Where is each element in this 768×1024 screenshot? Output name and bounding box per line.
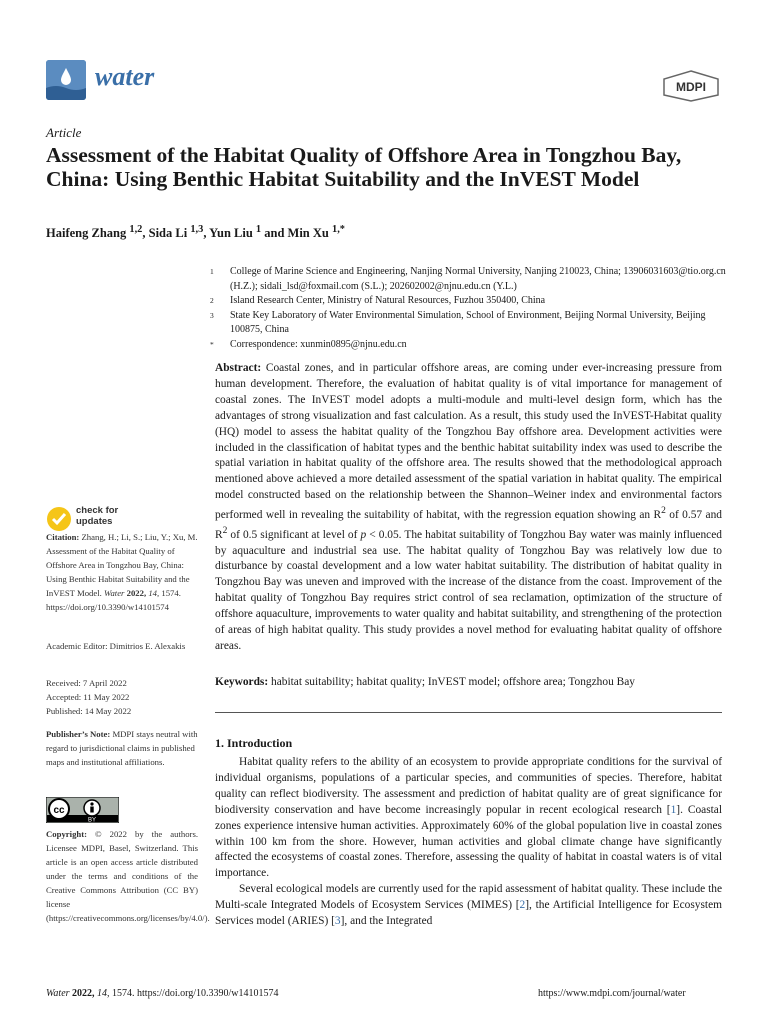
- journal-name: water: [95, 62, 155, 91]
- footer-url[interactable]: https://www.mdpi.com/journal/water: [538, 988, 686, 999]
- section-heading: 1. Introduction: [215, 736, 293, 750]
- cc-by-license-icon[interactable]: [46, 797, 119, 823]
- affiliation-item: 1 College of Marine Science and Engineering, Nanjing Normal University, Nanjing 210023, China; 13906031603@tio.org.cn (H.Z.); sidali_lsd@foxmail.com (S.L.); 202602002@njnu.edu.cn (Y.L.): [210, 266, 726, 292]
- author-list: Haifeng Zhang $^{1,2}$, Sida Li $^{1,3}$, Yun Liu $^1$ and Min Xu $^{1,*}$: [46, 224, 345, 241]
- reference-link[interactable]: 2: [519, 899, 526, 912]
- paragraph: Several ecological models are currently used for the rapid assessment of habitat quality. These include the Multi-scale Integrated Models of Ecosystem Services (MIMES) [2], the Artificial Intelligence for Ecosystem Services model (ARIES) [3], and the Integrated: [215, 883, 722, 928]
- reference-link[interactable]: 3: [334, 915, 341, 928]
- introduction-body: [215, 755, 722, 930]
- affiliation-item: * Correspondence: xunmin0895@njnu.edu.cn: [210, 338, 407, 350]
- citation-block: Citation: Zhang, H.; Li, S.; Liu, Y.; Xu, M. Assessment of the Habitat Quality of Offshore Area in Tongzhou Bay, China: Using Benthic Habitat Suitability and the InVEST Model. Water 2022, 14, 1574. https://doi.org/10.3390/w14101574: [46, 532, 198, 612]
- check-icon: [46, 506, 72, 532]
- paragraph: Habitat quality refers to the ability of an ecosystem to provide appropriate conditions for the survival of individual organisms, populations of a particular species, and communities of species. Therefore, habitat quality can reflect biodiversity. The assessment and prediction of habitat quality are of great significance for biodiversity conservation and have become increasingly popular in recent ecological research [1]. Coastal zones experience intensive human activities. Approximately 60% of the global population live in coastal zones within 100 km from the shore. However, human activities and global climate change have significantly affected the ecosystems of coastal zones. Therefore, assessing the quality of habitat in coastal waters is of vital importance.: [215, 756, 723, 880]
- publisher-note: Publisher’s Note: MDPI stays neutral with regard to jurisdictional claims in published maps and institutional affiliations.: [46, 729, 198, 767]
- publisher-name: MDPI: [676, 80, 706, 94]
- abstract-label: Abstract:: [215, 362, 262, 374]
- copyright: Copyright: © 2022 by the authors. Licensee MDPI, Basel, Switzerland. This article is an open access article distributed under the terms and conditions of the Creative Commons Attribution (CC BY) license (https://creativecommons.org/licenses/by/4.0/).: [46, 829, 210, 923]
- abstract: Abstract: Coastal zones, and in particular offshore areas, are coming under ever-increasing pressure from human development. Therefore, the evaluation of habitat quality is of vital importance for management of coastal zones. The InVEST model adopts a multi-module and multi-level design form, which has the advantages of strong visualization and fast calculation. As a result, this study used the InVEST-Habitat quality (HQ) model to assess the habitat quality of the Tongzhou Bay offshore area. Development activities were included in the classification of habitat types and the benthic habitat suitability index was used to describe the spatial variation in habitat quality of the offshore area. The results showed that the methodological approach mentioned above achieved a more detailed assessment of the spatial variation in habitat quality. The empirical model constructed based on the relationship between the Shannon–Weiner index and environmental factors performed well in revealing the suitability of habitat, with the regression equation showing an $R^2$ of 0.57 and $R^2$ of 0.5 significant at level of p < 0.05. The habitat suitability of Tongzhou Bay water was mainly influenced by aquaculture and industrial sea use. The habitat quality of Tongzhou Bay was relatively low due to disturbance by coastal development and a low water habitat suitability. The distribution of habitat quality in Tongzhou Bay was uneven and improved with the increase of the distance from the coast. Improvement of the habitat quality of Tongzhou Bay requires strict control of sea reclamation, optimization of the structure of offshore aquaculture, improvements to water quality and habitat suitability, and strengthening of the protection of areas of high habitat quality. This study provides a novel method for evaluating habitat quality of offshore areas.: [215, 362, 722, 652]
- keywords: Keywords: habitat suitability; habitat quality; InVEST model; offshore area; Tongzhou Bay: [215, 676, 635, 688]
- footer-citation: Water 2022, 14, 1574. https://doi.org/10.3390/w14101574: [46, 988, 279, 999]
- affiliation-item: 3 State Key Laboratory of Water Environmental Simulation, School of Environment, Beijing Normal University, Beijing 100875, China: [210, 309, 706, 335]
- dates: Received: 7 April 2022 Accepted: 11 May 2022 Published: 14 May 2022: [46, 678, 132, 716]
- article-type: Article: [46, 125, 82, 140]
- check-line-2: updates: [76, 516, 113, 527]
- divider: [215, 712, 722, 713]
- affiliation-item: 2 Island Research Center, Ministry of Natural Resources, Fuzhou 350400, China: [210, 295, 546, 306]
- keywords-label: Keywords:: [215, 676, 269, 688]
- paper-title: Assessment of the Habitat Quality of Offshore Area in Tongzhou Bay, China: Using Benthic Habitat Suitability and the InVEST Model: [46, 143, 682, 191]
- mdpi-logo-icon: [660, 70, 722, 102]
- by-text: BY: [87, 817, 97, 823]
- affiliations: [210, 265, 730, 352]
- reference-link[interactable]: 1: [670, 803, 677, 816]
- water-logo-icon: [46, 60, 86, 100]
- cc-text: cc: [53, 805, 65, 816]
- academic-editor: Academic Editor: Dimitrios E. Alexakis: [46, 641, 186, 651]
- check-line-1: check for: [76, 505, 119, 516]
